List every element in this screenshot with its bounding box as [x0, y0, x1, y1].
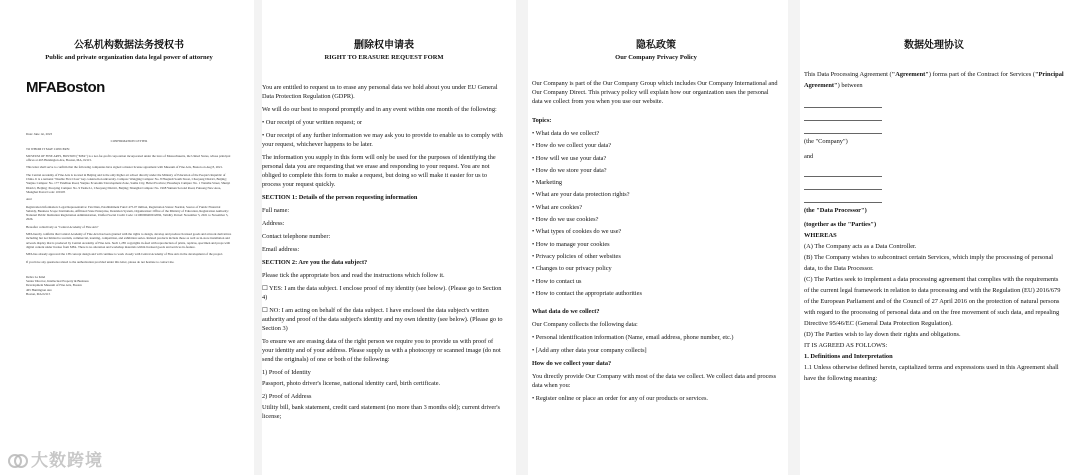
form-paragraph: You are entitled to request us to erase any personal data we hold about you under EU General Data Protection Regulation (GDPR). [262, 84, 498, 100]
form-paragraph: • Our receipt of any further information we may ask you to provide to enable us to comply with your request, whichever happens to be later. [262, 132, 503, 148]
letter-paragraph: Registration Information: Legal Representative: Fan Dian, Establishment Fund: 475.07 million, Registration Status: Normal, Source of Funds: Financial Subsidy, Business Scope: Institutions, Affiliated State Enterprise, Detention System, Organization: Office of the Ministry of Education, Registration Authority: National Public Institution Registration Administration, Unified Social Credit Code: 12100000400012092, Validity Period: November 5, 2021 to November 5, 2026. [26, 204, 229, 222]
signature-line: 465 Huntington Ave [26, 287, 52, 292]
topic-item: • Changes to our privacy policy [532, 265, 612, 273]
proof-identity-text: Passport, photo driver's license, national identity card, birth certificate. [262, 380, 441, 387]
topic-item: • What types of cookies do we use? [532, 228, 622, 236]
field-email: Email address: [262, 246, 300, 253]
collect-item: • [Add any other data your company collects] [532, 347, 647, 355]
letter-paragraph: And [26, 197, 32, 202]
letter-paragraph: If you have any questions related to the authorization provided under this letter, please do not hesitate to contact me. [26, 259, 175, 264]
blank-line [804, 192, 882, 203]
blank-line [804, 166, 882, 177]
field-telephone: Contact telephone number: [262, 233, 331, 240]
topic-item: • What data do we collect? [532, 130, 600, 137]
option-yes: ☐ YES: I am the data subject. I enclose proof of my identity (see below). (Please go to Section 4) [262, 285, 502, 301]
recital: (C) The Parties seek to implement a data processing agreement that complies with the requirements of the current legal framework in relation to data processing and with the Regulation (EU) 2016/679 of the European Parliament and of the Council of 27 April 2016 on the protection of natural persons with regard to the processing of personal data and on the free movement of such data, and repealing Directive 95/46/EC (General Data Protection Regulation). [804, 276, 1061, 327]
page-subtitle-en: Our Company Privacy Policy [615, 54, 697, 61]
form-paragraph: The information you supply in this form will only be used for the purposes of identifying the personal data you are requesting that we erase and responding to your request. You are not obliged to complete this form to make a request, but doing so will make it easier for us to process your request quickly. [262, 154, 496, 188]
collect-intro: Our Company collects the following data: [532, 321, 638, 329]
signature-line: Senior Director, Intellectual Property & Business [26, 279, 89, 284]
proof-address-text: Utility bill, bank statement, credit card statement (no more than 3 months old); current driver's license; [262, 404, 500, 420]
topic-item: • What are cookies? [532, 203, 583, 211]
watermark [8, 446, 103, 471]
agreement-body [804, 69, 1064, 384]
agreed-heading: IT IS AGREED AS FOLLOWS: [804, 342, 888, 349]
recital: (B) The Company wishes to subcontract certain Services, which imply the processing of personal data, to the Data Processor. [804, 254, 1054, 272]
recital: (A) The Company acts as a Data Controller. [804, 243, 917, 250]
option-no: ☐ NO: I am acting on behalf of the data subject. I have enclosed the data subject's written authority and proof of the data subject's identity and my own identity (see below). (Please go to Section 3) [262, 307, 503, 332]
watermark-logo-icon [8, 453, 28, 469]
recital: (D) The Parties wish to lay down their rights and obligations. [804, 331, 961, 338]
mfa-boston-logo: MFABoston [26, 79, 105, 96]
field-address: Address: [262, 220, 285, 227]
page-title-zh: 公私机构数据法务授权书 [74, 40, 184, 51]
proof-address-label: 2) Proof of Address [262, 393, 312, 400]
blank-line [804, 110, 882, 121]
topic-item: • How do we use cookies? [532, 216, 599, 224]
topic-item: • How to contact us [532, 277, 582, 285]
watermark-text: 大数跨境 [31, 451, 103, 471]
topic-item: • Privacy policies of other websites [532, 252, 621, 260]
data-processor-label: (the "Data Processor") [804, 207, 867, 214]
page-title-zh: 数据处理协议 [904, 40, 964, 51]
letter-paragraph: MFA hereby confirms that Central Academy of Fine Arts has been granted with the rights to design, develop and produce licensed goods and artwork derivatives including but not limited to tourism, commercial, learning, competition, and exhibition series. Related products include those as well as in-store installation and artwork display that is produced by Central Academy of Fine Arts. Such 1,285 copyrights in-feed with reproduction of prints, replicas, specimen and props with digital content under license from MFA. There is no alteration and workshop materials within licensed goods and services in-feature. [26, 232, 232, 249]
topic-item: • How do we store your data? [532, 166, 607, 174]
letter-paragraph: This letter shall serve to confirm that the following companies have signed a master license agreement with Museum of Fine Arts, Boston on Aug 8, 2021. [26, 165, 223, 170]
proof-identity-label: 1) Proof of Identity [262, 369, 311, 376]
and-label: and [804, 153, 814, 160]
page-title-zh: 隐私政策 [636, 40, 676, 51]
topics-list [532, 129, 780, 298]
letter-salutation: TO WHOM IT MAY CONCERN: [26, 146, 70, 151]
the-company-label: (the "Company") [804, 138, 848, 145]
section-2-intro: Please tick the appropriate box and read the instructions which follow it. [262, 272, 445, 279]
letter-paragraph: Hereafter collectively as "Central Academy of Fine Arts" [26, 224, 99, 229]
how-collect-text: You directly provide Our Company with most of the data we collect. We collect data and process data when you: [532, 373, 777, 390]
section-2-heading: SECTION 2: Are you the data subject? [262, 259, 368, 266]
page-power-of-attorney [0, 0, 254, 475]
form-paragraph: We will do our best to respond promptly and in any event within one month of the following: [262, 106, 497, 113]
identity-proof-text: To ensure we are erasing data of the right person we require you to provide us with proof of your identity and of your address. Please supply us with a photocopy or scanned image (do not send the originals) of one or both of the following: [262, 338, 501, 363]
topic-item: • How to contact the appropriate authorities [532, 289, 642, 297]
topic-item: • Marketing [532, 179, 563, 187]
definitions-text: 1.1 Unless otherwise defined herein, capitalized terms and expressions used in this Agreement shall have the following meaning: [804, 364, 1059, 382]
heading-what-data: What data do we collect? [532, 308, 600, 316]
how-collect-item: • Register online or place an order for any of our products or services. [532, 395, 709, 403]
blank-line [804, 179, 882, 190]
topic-item: • How to manage your cookies [532, 240, 610, 248]
letter-title: CONFIRMATION LETTER [110, 139, 148, 144]
field-full-name: Full name: [262, 207, 290, 214]
page-privacy-policy [528, 0, 788, 475]
page-subtitle-en: RIGHT TO ERASURE REQUEST FORM [324, 54, 444, 61]
blank-line [804, 123, 882, 134]
page-subtitle-en: Public and private organization data legal power of attorney [45, 54, 213, 61]
signature-line: Debra La Kind [26, 274, 46, 279]
form-paragraph: • Our receipt of your written request; or [262, 119, 362, 126]
parties-label: (together as the "Parties") [804, 221, 877, 228]
topic-item: • How do we collect your data? [532, 142, 612, 150]
section-1-heading: SECTION 1: Details of the person requesting information [262, 194, 418, 201]
signature-line: Boston, MA 02115 [26, 292, 51, 297]
policy-intro: Our Company is part of the Our Company Group which includes Our Company International and Our Company Direct. This privacy policy will explain how our organization uses the personal data we collect from you when you use our website. [532, 80, 778, 105]
blank-line [804, 97, 882, 108]
letter-paragraph: MFA has already approved the 138 concept design and will continue to work closely with Central Academy of Fine Arts in the development of the project. [26, 252, 224, 257]
page-data-processing-agreement [800, 0, 1080, 475]
page-title-zh: 删除权申请表 [354, 40, 414, 51]
confirmation-letter [26, 132, 232, 296]
letter-paragraph: The Central Academy of Fine Arts is located in Beijing and is the only higher art school directly under the Ministry of Education of the People's Republic of China. It is a national "Double First Class" key construction university. Campus: Wangjing Campus: No. 8 Huajiadi South Street, Chaoyang District, Beijing; Yanjiao Campus: No. 177 Yandhou Road, Yanjiao Economic Development Zone, Sanhe City, Hebei Province; Houshayu Campus: No. 1 Tianzhu Street, Shunyi District, Beijing; Xiaoying Campus: No. 9 Tushe Li, Chaoyang District, Beijing; Shanghai Campus: No. 1968 Yunnan Second Road, Putuong New Area, Shanghai Postal Code: 100105 [26, 172, 231, 194]
collect-item: • Personal identification information (Name, email address, phone number, etc.) [532, 334, 734, 342]
heading-how-collect: How do we collect your data? [532, 360, 612, 368]
letter-date: Date: June 1st, 2023 [26, 132, 53, 136]
page-erasure-request-form [262, 0, 516, 475]
topic-item: • What are your data protection rights? [532, 191, 630, 199]
topic-item: • How will we use your data? [532, 154, 607, 162]
letter-paragraph: MUSEUM OF FINE ARTS, BOSTON ("MFA") is a not-for-profit corporation incorporated under the laws of Massachusetts, the United States, whose principal offices at 465 Huntington Ave, Boston, MA, 02115. [26, 153, 231, 163]
signature-line: Development Museum of Fine Arts, Boston [26, 283, 82, 288]
definitions-heading: 1. Definitions and Interpretation [804, 353, 893, 360]
topics-label: Topics: [532, 117, 552, 124]
whereas-heading: WHEREAS [804, 232, 837, 239]
agreement-intro: This Data Processing Agreement ("Agreement") forms part of the Contract for Services ("Principal Agreement") between [804, 71, 1064, 89]
